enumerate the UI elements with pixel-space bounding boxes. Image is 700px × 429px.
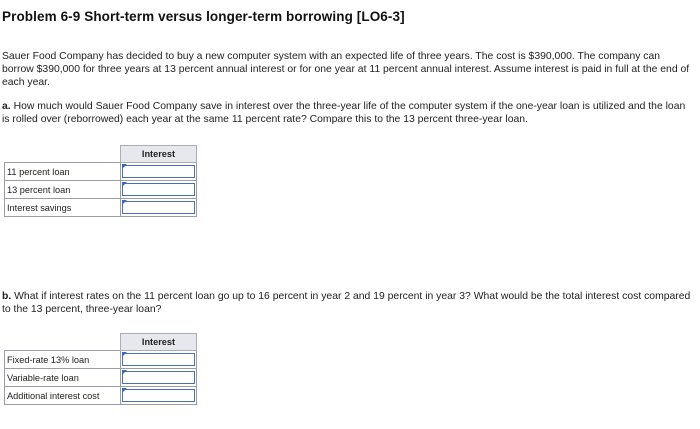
interest-input-interest-savings[interactable] [122, 201, 195, 214]
part-b-interest-header: Interest [121, 334, 197, 351]
part-b-label: b. [2, 291, 12, 302]
input-cell-additional-interest-cost [121, 387, 197, 405]
input-cell-fixed-rate-loan [121, 351, 197, 369]
interest-input-additional-interest-cost[interactable] [122, 389, 195, 402]
input-flag-icon [122, 200, 127, 205]
part-b-row-additional [5, 387, 197, 405]
part-a-row-11-percent [5, 163, 197, 181]
part-b-question-text: What if interest rates on the 11 percent loan go up to 16 percent in year 2 and 19 percent in year 3? What would be the total interest cost compared to the 13 percent, three-year loan? [2, 291, 691, 315]
part-a-question-text: How much would Sauer Food Company save in interest over the three-year life of the computer system if the one-year loan is utilized and the loan is rolled over (reborrowed) each year at the same 11 percent rate? Compare this to the 13 percent three-year loan. [2, 101, 686, 125]
row-label-additional-interest-cost: Additional interest cost [5, 387, 121, 405]
part-a-corner-cell [5, 146, 121, 163]
part-a-row-13-percent [5, 181, 197, 199]
problem-intro: Sauer Food Company has decided to buy a new computer system with an expected life of three years. The cost is $390,000. The company can borrow $390,000 for three years at 13 percent annual interest or for one year at 11 percent annual interest. Assume interest is paid in full at the end of each year. [2, 51, 690, 88]
part-b-corner-cell [5, 334, 121, 351]
row-label-13-percent-loan: 13 percent loan [5, 181, 121, 199]
part-b-row-fixed [5, 351, 197, 369]
part-b-question [2, 290, 692, 316]
input-flag-icon [122, 164, 127, 169]
row-label-variable-rate-loan: Variable-rate loan [5, 369, 121, 387]
part-a-interest-header: Interest [121, 146, 197, 163]
row-label-11-percent-loan: 11 percent loan [5, 163, 121, 181]
part-a-header-row [5, 146, 197, 163]
part-b-row-variable [5, 369, 197, 387]
part-b-header-row [5, 334, 197, 351]
part-a-label: a. [2, 101, 11, 112]
input-cell-interest-savings [121, 199, 197, 217]
problem-title: Problem 6-9 Short-term versus longer-term borrowing [LO6-3] [2, 9, 405, 24]
input-flag-icon [122, 182, 127, 187]
part-a-table [4, 145, 197, 217]
row-label-interest-savings: Interest savings [5, 199, 121, 217]
input-cell-variable-rate-loan [121, 369, 197, 387]
part-b-table [4, 333, 197, 405]
input-cell-11-percent-loan [121, 163, 197, 181]
row-label-fixed-rate-loan: Fixed-rate 13% loan [5, 351, 121, 369]
input-flag-icon [122, 352, 127, 357]
input-flag-icon [122, 388, 127, 393]
input-cell-13-percent-loan [121, 181, 197, 199]
part-a-question [2, 100, 692, 126]
input-flag-icon [122, 370, 127, 375]
part-a-row-savings [5, 199, 197, 217]
interest-input-fixed-rate-loan[interactable] [122, 353, 195, 366]
interest-input-11-percent-loan[interactable] [122, 165, 195, 178]
interest-input-variable-rate-loan[interactable] [122, 371, 195, 384]
interest-input-13-percent-loan[interactable] [122, 183, 195, 196]
